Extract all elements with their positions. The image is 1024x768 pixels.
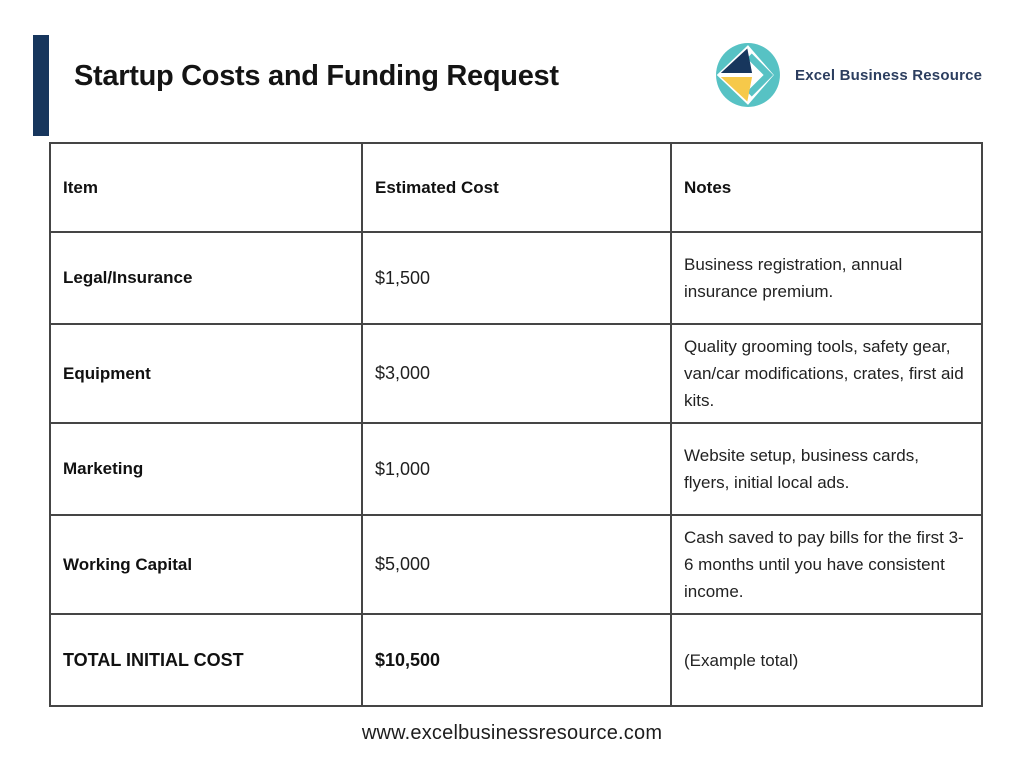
notes-cell: (Example total) <box>671 614 982 706</box>
cost-cell: $1,000 <box>362 423 671 515</box>
table-row <box>50 232 982 324</box>
column-header-item: Item <box>50 143 362 232</box>
table-row <box>50 324 982 423</box>
footer-url: www.excelbusinessresource.com <box>361 722 663 744</box>
item-cell: Marketing <box>50 423 362 515</box>
column-header-notes: Notes <box>671 143 982 232</box>
table-row <box>50 515 982 614</box>
item-cell: Legal/Insurance <box>50 232 362 324</box>
notes-cell: Cash saved to pay bills for the first 3-6 months until you have consistent income. <box>671 515 982 614</box>
table-row <box>50 423 982 515</box>
accent-bar <box>33 35 49 136</box>
cost-cell: $10,500 <box>362 614 671 706</box>
cost-cell: $5,000 <box>362 515 671 614</box>
logo-text: Excel Business Resource <box>795 66 983 84</box>
cost-cell: $1,500 <box>362 232 671 324</box>
item-cell: TOTAL INITIAL COST <box>50 614 362 706</box>
logo <box>714 41 982 109</box>
table-header-row <box>50 143 982 232</box>
notes-cell: Website setup, business cards, flyers, initial local ads. <box>671 423 982 515</box>
cost-cell: $3,000 <box>362 324 671 423</box>
page-title: Startup Costs and Funding Request <box>74 60 559 93</box>
notes-cell: Quality grooming tools, safety gear, van/car modifications, crates, first aid kits. <box>671 324 982 423</box>
notes-cell: Business registration, annual insurance premium. <box>671 232 982 324</box>
item-cell: Working Capital <box>50 515 362 614</box>
logo-arrow-circle-icon <box>714 41 782 109</box>
column-header-estimated-cost: Estimated Cost <box>362 143 671 232</box>
costs-table <box>49 142 983 707</box>
item-cell: Equipment <box>50 324 362 423</box>
table-row-total <box>50 614 982 706</box>
